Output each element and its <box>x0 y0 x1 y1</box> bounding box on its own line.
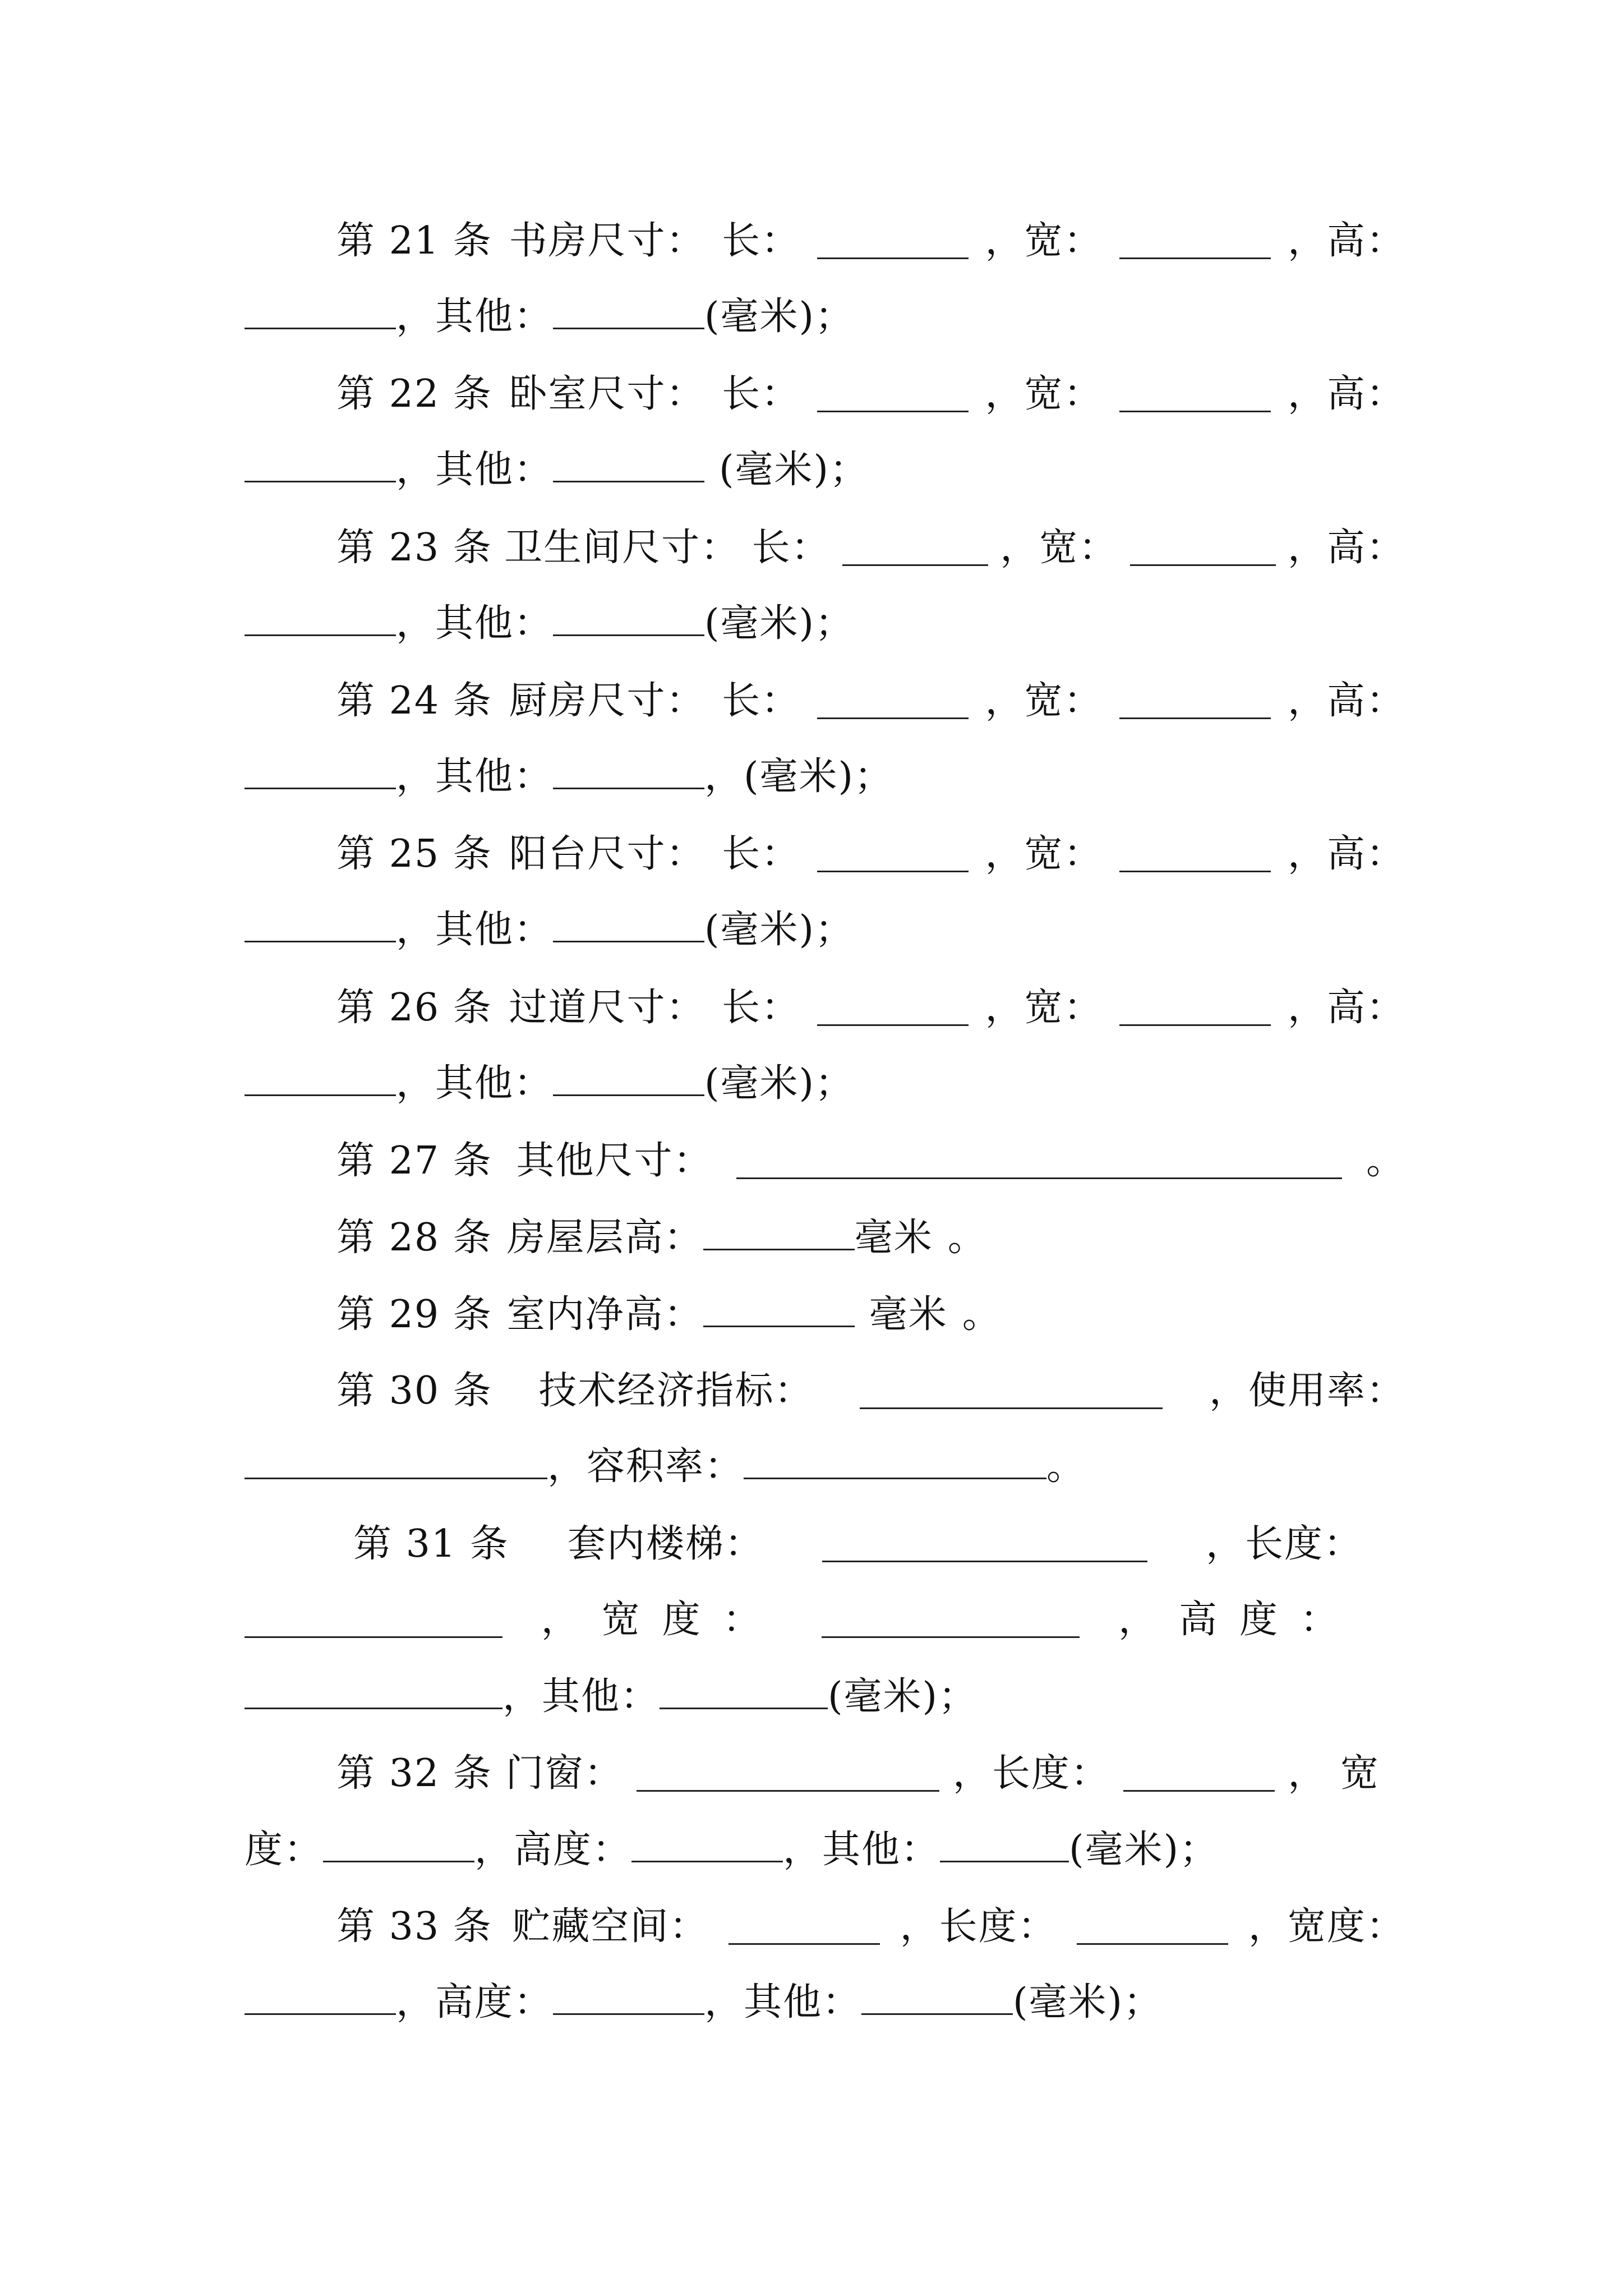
comma-label: ， <box>1288 1751 1327 1796</box>
article-21-line-2 <box>245 286 1405 348</box>
floor-height-blank[interactable] <box>703 1215 855 1250</box>
article-29-line <box>336 1284 1405 1346</box>
length-blank[interactable] <box>817 991 969 1026</box>
width-label: ，宽度： <box>541 1598 783 1642</box>
height-label: ，高： <box>1287 219 1405 263</box>
article-title: 技术经济指标： <box>538 1369 814 1413</box>
plot-ratio-label: ，容积率： <box>547 1444 744 1489</box>
stair-blank[interactable] <box>822 1527 1147 1562</box>
door-window-blank[interactable] <box>637 1756 939 1792</box>
other-dimensions-blank[interactable] <box>736 1144 1342 1179</box>
article-number: 第 28 条 <box>336 1216 492 1260</box>
other-blank[interactable] <box>861 1980 1013 2015</box>
length-label: ，长度： <box>1205 1522 1363 1566</box>
article-26-line-2 <box>245 1053 1405 1115</box>
article-32-line-1 <box>336 1743 1380 1805</box>
article-24-line-1 <box>336 670 1405 732</box>
article-25-line-1 <box>336 823 1405 885</box>
article-title: 卫生间尺寸： <box>504 526 740 570</box>
height-blank[interactable] <box>245 907 396 942</box>
width-label: ，宽度： <box>1248 1904 1405 1949</box>
width-label-start: 宽 <box>1340 1751 1380 1796</box>
width-label: ，宽： <box>985 679 1103 723</box>
article-33-line-1 <box>336 1896 1405 1958</box>
unit-label: (毫米)； <box>704 1061 855 1106</box>
article-number: 第 27 条 <box>336 1139 492 1183</box>
article-title: 室内净高： <box>506 1292 703 1337</box>
other-blank[interactable] <box>660 1674 828 1709</box>
length-label: 长： <box>722 219 801 263</box>
article-30-line-2 <box>245 1436 1405 1498</box>
article-title: 厨房尺寸： <box>509 679 706 723</box>
other-label: ，其他： <box>396 601 554 646</box>
width-blank[interactable] <box>822 1603 1080 1638</box>
unit-label: (毫米)； <box>828 1674 978 1719</box>
other-label: ，其他： <box>396 295 554 339</box>
length-blank[interactable] <box>817 837 969 872</box>
storage-blank[interactable] <box>728 1910 880 1945</box>
unit-label: ，(毫米)； <box>704 754 894 799</box>
length-blank[interactable] <box>245 1603 502 1638</box>
article-27-line <box>336 1130 1405 1192</box>
height-blank[interactable] <box>245 294 396 329</box>
height-label: ，高： <box>1287 832 1405 876</box>
height-label: ，高： <box>1287 986 1405 1030</box>
usage-rate-label: ，使用率： <box>1209 1369 1405 1413</box>
article-22-line-2 <box>245 439 1405 501</box>
height-label: ，高： <box>1287 679 1405 723</box>
article-title: 贮藏空间： <box>512 1904 709 1949</box>
article-number: 第 29 条 <box>336 1292 492 1337</box>
length-blank[interactable] <box>842 531 988 566</box>
length-blank[interactable] <box>817 377 969 412</box>
article-23-line-2 <box>245 593 1405 655</box>
width-label: ，宽： <box>985 219 1103 263</box>
article-title: 其他尺寸： <box>516 1139 713 1183</box>
article-number: 第 21 条 <box>336 219 492 263</box>
width-blank[interactable] <box>1130 531 1276 566</box>
unit-label: 毫米 <box>854 1216 933 1260</box>
height-label: ，高度： <box>474 1828 632 1872</box>
end-mark: 。 <box>962 1292 1002 1337</box>
height-blank[interactable] <box>631 1827 783 1862</box>
width-label: ，宽： <box>1000 526 1118 570</box>
length-blank[interactable] <box>817 684 969 719</box>
article-title: 过道尺寸： <box>509 986 706 1030</box>
end-mark: 。 <box>1366 1139 1405 1183</box>
tech-indicator-blank[interactable] <box>860 1374 1163 1409</box>
article-25-line-2 <box>245 899 1405 961</box>
article-number: 第 23 条 <box>336 526 492 570</box>
height-label: ，高： <box>1287 526 1405 570</box>
article-number: 第 32 条 <box>336 1751 492 1796</box>
article-title: 阳台尺寸： <box>509 832 706 876</box>
other-label: ，其他： <box>783 1828 940 1872</box>
article-22-line-1 <box>336 364 1405 425</box>
length-label: 长： <box>722 986 801 1030</box>
height-label: ，高： <box>1287 372 1405 416</box>
article-number: 第 30 条 <box>336 1369 492 1413</box>
article-31-line-2 <box>245 1589 1361 1651</box>
article-number: 第 33 条 <box>336 1904 492 1949</box>
other-blank[interactable] <box>553 754 704 789</box>
other-blank[interactable] <box>553 601 704 636</box>
article-26-line-1 <box>336 977 1405 1039</box>
width-blank[interactable] <box>245 1980 396 2015</box>
article-title: 套内楼梯： <box>567 1522 764 1566</box>
unit-label: (毫米)； <box>1013 1980 1163 2024</box>
unit-label: (毫米)； <box>704 601 855 646</box>
article-number: 第 25 条 <box>336 832 492 876</box>
end-mark: 。 <box>1046 1444 1086 1489</box>
unit-label: (毫米)； <box>1069 1828 1219 1872</box>
other-blank[interactable] <box>553 907 704 942</box>
other-label: ，其他： <box>704 1980 862 2024</box>
other-blank[interactable] <box>553 294 704 329</box>
article-32-line-2 <box>245 1819 1405 1881</box>
article-31-line-1 <box>353 1513 1363 1575</box>
height-blank[interactable] <box>245 447 396 482</box>
other-blank[interactable] <box>940 1827 1069 1862</box>
end-mark: 。 <box>947 1216 987 1260</box>
article-title: 卧室尺寸： <box>509 372 706 416</box>
article-title: 门窗： <box>505 1751 624 1796</box>
article-21-line-1 <box>336 210 1405 272</box>
width-label: ，宽： <box>985 832 1103 876</box>
other-label: ，其他： <box>396 448 554 492</box>
width-blank[interactable] <box>1119 991 1271 1026</box>
length-label: 长： <box>722 679 801 723</box>
plot-ratio-blank[interactable] <box>744 1444 1046 1479</box>
width-label: ，宽： <box>985 372 1103 416</box>
length-label: 长： <box>722 372 801 416</box>
height-label: ，高度： <box>396 1980 554 2024</box>
length-label: ，长度： <box>900 1904 1057 1949</box>
height-blank[interactable] <box>245 601 396 636</box>
width-blank[interactable] <box>1119 224 1271 259</box>
other-blank[interactable] <box>553 447 704 482</box>
article-28-line <box>336 1207 1405 1269</box>
length-blank[interactable] <box>1077 1910 1228 1945</box>
width-label: ，宽： <box>985 986 1103 1030</box>
height-label: ，高度： <box>1118 1598 1361 1642</box>
article-31-line-3 <box>245 1666 1405 1728</box>
article-33-line-2 <box>245 1972 1405 2033</box>
clear-height-blank[interactable] <box>703 1292 855 1327</box>
length-blank[interactable] <box>817 224 969 259</box>
length-label: 长： <box>722 832 801 876</box>
article-title: 房屋层高： <box>506 1216 703 1260</box>
article-number: 第 24 条 <box>336 679 492 723</box>
width-blank[interactable] <box>1119 377 1271 412</box>
article-number: 第 22 条 <box>336 372 492 416</box>
other-label: ，其他： <box>502 1674 660 1719</box>
other-label: ，其他： <box>396 1061 554 1106</box>
height-blank[interactable] <box>245 1674 502 1709</box>
other-label: ，其他： <box>396 754 554 799</box>
height-blank[interactable] <box>245 1061 396 1096</box>
article-24-line-2 <box>245 746 1405 808</box>
unit-label: (毫米)； <box>704 908 855 952</box>
length-blank[interactable] <box>1123 1756 1275 1792</box>
article-23-line-1 <box>336 517 1405 579</box>
other-blank[interactable] <box>553 1061 704 1096</box>
unit-label: (毫米)； <box>704 295 855 339</box>
usage-rate-blank[interactable] <box>245 1444 547 1479</box>
height-blank[interactable] <box>245 754 396 789</box>
unit-label: (毫米)； <box>719 448 869 492</box>
height-blank[interactable] <box>553 1980 704 2015</box>
article-number: 第 31 条 <box>353 1522 509 1566</box>
length-label: ，长度： <box>952 1751 1110 1796</box>
article-title: 书房尺寸： <box>509 219 706 263</box>
width-label-end: 度： <box>245 1828 324 1872</box>
width-blank[interactable] <box>1119 684 1271 719</box>
unit-label: 毫米 <box>869 1292 948 1337</box>
width-blank[interactable] <box>1119 837 1271 872</box>
length-label: 长： <box>751 526 831 570</box>
other-label: ，其他： <box>396 908 554 952</box>
article-30-line-1 <box>336 1360 1405 1422</box>
article-number: 第 26 条 <box>336 986 492 1030</box>
width-blank[interactable] <box>323 1827 474 1862</box>
